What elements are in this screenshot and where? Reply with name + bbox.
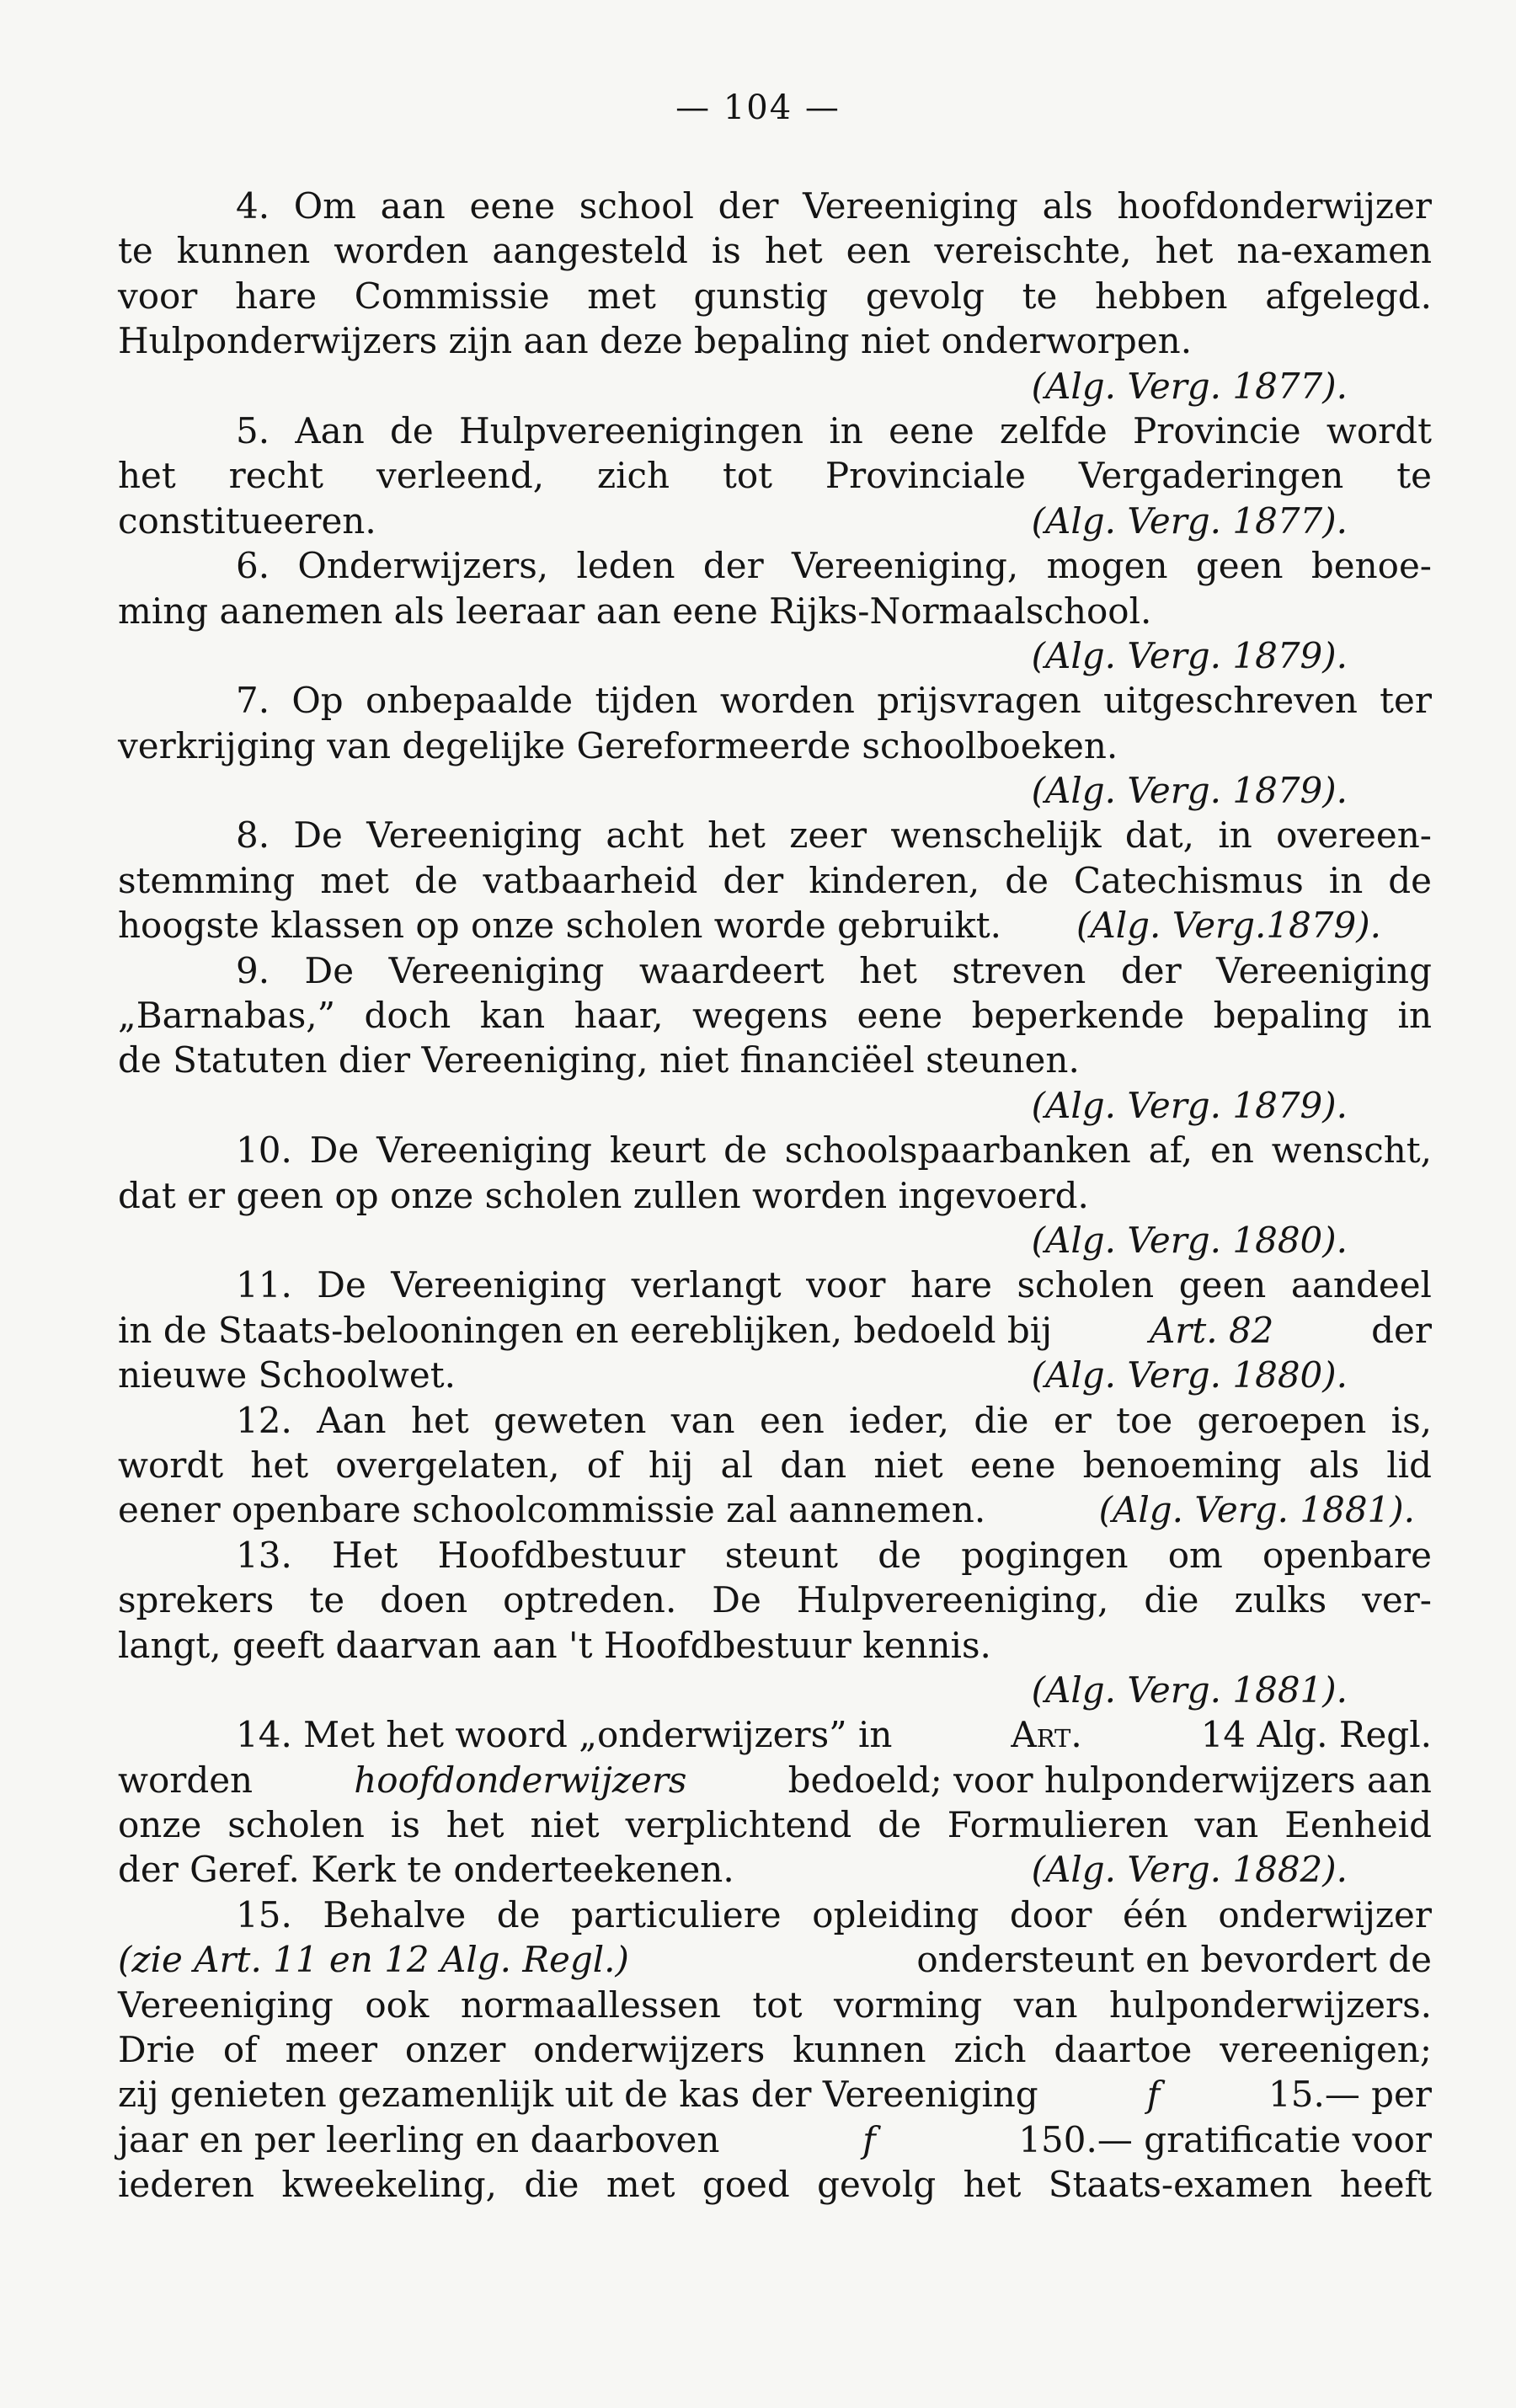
item-10-line-1: 10. De Vereeniging keurt de schoolspaarbanken af, en wenscht, (236, 1129, 1432, 1172)
item-6 (118, 543, 1432, 678)
item-5 (118, 408, 1432, 543)
item-13 (118, 1533, 1432, 1713)
item-15-line-7: iederen kweekeling, die met goed gevolg het Staats-examen heeft (118, 2164, 1432, 2206)
item-10 (118, 1128, 1432, 1263)
item-11-line-2 (118, 1308, 1432, 1353)
item-8-line-2: stemming met de vatbaarheid der kinderen, de Catechismus in de (118, 859, 1432, 901)
item-14-line-2 (118, 1758, 1432, 1802)
item-11-line-2-text: in de Staats-belooningen en eereblijken, bedoeld bij (118, 1309, 1053, 1351)
item-14-line-2-start: worden (118, 1759, 254, 1801)
item-15-reference: (zie Art. 11 en 12 Alg. Regl.) (118, 1939, 629, 1981)
item-5-line-1: 5. Aan de Hulpvereenigingen in eene zelfde Provincie wordt (236, 409, 1432, 451)
item-15-florin-sign-2: f (862, 2118, 876, 2160)
item-4-citation: (Alg. Verg. 1877). (1031, 365, 1348, 407)
item-8-citation: (Alg. Verg.1879). (1076, 905, 1381, 947)
item-15-line-1: 15. Behalve de particuliere opleiding door één onderwijzer (236, 1893, 1432, 1935)
item-5-line-3 (118, 499, 1432, 543)
item-13-citation: (Alg. Verg. 1881). (1031, 1669, 1348, 1711)
item-15-line-2 (118, 1937, 1432, 1982)
item-15-line-6-end: 150.— gratificatie voor (1018, 2118, 1432, 2160)
page-number: — 104 — (675, 88, 841, 127)
item-11-line-3 (118, 1353, 1432, 1397)
item-10-line-2: dat er geen op onze scholen zullen worden ingevoerd. (118, 1174, 1089, 1216)
item-5-citation: (Alg. Verg. 1877). (1031, 499, 1348, 542)
item-12-line-3-text: eener openbare schoolcommissie zal aannemen. (118, 1489, 986, 1531)
item-4 (118, 184, 1432, 408)
item-15-florin-sign: f (1146, 2074, 1161, 2116)
item-7-line-1: 7. Op onbepaalde tijden worden prijsvragen uitgeschreven ter (236, 680, 1432, 722)
item-14 (118, 1712, 1432, 1893)
item-9-line-2: „Barnabas,” doch kan haar, wegens eene beperkende bepaling in (118, 995, 1432, 1037)
item-12-line-2: wordt het overgelaten, of hij al dan niet eene benoeming als lid (118, 1444, 1432, 1486)
item-9-citation: (Alg. Verg. 1879). (1031, 1084, 1348, 1126)
item-8-line-3-text: hoogste klassen op onze scholen worde gebruikt. (118, 905, 1001, 947)
item-12 (118, 1398, 1432, 1533)
item-14-line-3: onze scholen is het niet verplichtend de Formulieren van Eenheid (118, 1804, 1432, 1846)
item-15-line-3: Vereeniging ook normaallessen tot vorming van hulponderwijzers. (118, 1984, 1432, 2026)
item-15-line-5 (118, 2072, 1432, 2117)
item-8 (118, 813, 1432, 948)
item-8-line-1: 8. De Vereeniging acht het zeer wenschelijk dat, in overeen- (236, 814, 1432, 857)
item-14-line-1 (118, 1712, 1432, 1757)
item-7-citation: (Alg. Verg. 1879). (1031, 770, 1348, 812)
item-15-line-5-text: zij genieten gezamenlijk uit de kas der Vereeniging (118, 2074, 1038, 2116)
item-7-line-2: verkrijging van degelijke Gereformeerde schoolboeken. (118, 724, 1118, 766)
item-15-line-2-end: ondersteunt en bevordert de (916, 1939, 1432, 1981)
item-8-line-3 (118, 903, 1432, 948)
item-9-line-3: de Statuten dier Vereeniging, niet financiëel steunen. (118, 1039, 1080, 1081)
item-6-line-1: 6. Onderwijzers, leden der Vereeniging, mogen geen benoe- (236, 545, 1432, 587)
page-body (118, 184, 1432, 2208)
item-6-line-2: ming aanemen als leeraar aan eene Rijks-Normaalschool. (118, 590, 1152, 632)
item-11 (118, 1263, 1432, 1397)
item-10-citation: (Alg. Verg. 1880). (1031, 1219, 1348, 1261)
item-6-citation: (Alg. Verg. 1879). (1031, 634, 1348, 676)
item-15 (118, 1893, 1432, 2208)
item-9 (118, 948, 1432, 1129)
item-15-line-6 (118, 2117, 1432, 2162)
item-14-citation: (Alg. Verg. 1882). (1031, 1849, 1348, 1891)
item-4-line-4: Hulponderwijzers zijn aan deze bepaling niet onderworpen. (118, 320, 1193, 362)
item-15-line-4: Drie of meer onzer onderwijzers kunnen zich daartoe vereenigen; (118, 2029, 1432, 2071)
item-11-line-1: 11. De Vereeniging verlangt voor hare scholen geen aandeel (236, 1264, 1432, 1306)
item-14-line-4-text: der Geref. Kerk te onderteekenen. (118, 1849, 734, 1891)
item-11-line-3-text: nieuwe Schoolwet. (118, 1354, 456, 1396)
item-14-line-4 (118, 1847, 1432, 1892)
item-13-line-3: langt, geeft daarvan aan 't Hoofdbestuur kennis. (118, 1624, 991, 1666)
item-15-line-6-text: jaar en per leerling en daarboven (118, 2118, 720, 2160)
item-12-line-1: 12. Aan het geweten van een ieder, die er toe geroepen is, (236, 1399, 1432, 1441)
item-11-citation: (Alg. Verg. 1880). (1031, 1354, 1348, 1396)
item-4-line-3: voor hare Commissie met gunstig gevolg te hebben afgelegd. (118, 275, 1432, 317)
item-14-emphasis: hoofdonderwijzers (354, 1759, 687, 1801)
item-11-article-ref: Art. 82 (1149, 1309, 1274, 1351)
item-14-art-abbrev: Art. (1011, 1714, 1082, 1756)
item-12-citation: (Alg. Verg. 1881). (1098, 1489, 1415, 1531)
item-4-line-2: te kunnen worden aangesteld is het een vereischte, het na-examen (118, 230, 1432, 272)
item-5-line-2: het recht verleend, zich tot Provinciale Vergaderingen te (118, 455, 1432, 497)
item-5-line-3-text: constitueeren. (118, 499, 376, 542)
item-13-line-2: sprekers te doen optreden. De Hulpvereeniging, die zulks ver- (118, 1579, 1432, 1621)
item-14-line-1-text: 14. Met het woord „onderwijzers” in (236, 1714, 893, 1756)
item-7 (118, 678, 1432, 813)
item-4-line-1: 4. Om aan eene school der Vereeniging als hoofdonderwijzer (236, 185, 1432, 227)
item-11-line-2-end: der (1371, 1309, 1432, 1351)
item-15-line-5-end: 15.— per (1268, 2074, 1432, 2116)
item-13-line-1: 13. Het Hoofdbestuur steunt de pogingen om openbare (236, 1534, 1432, 1576)
item-9-line-1: 9. De Vereeniging waardeert het streven der Vereeniging (236, 949, 1432, 991)
item-14-line-2-end: bedoeld; voor hulponderwijzers aan (787, 1759, 1432, 1801)
item-12-line-3 (118, 1487, 1432, 1532)
item-14-line-1-end: 14 Alg. Regl. (1200, 1714, 1432, 1756)
